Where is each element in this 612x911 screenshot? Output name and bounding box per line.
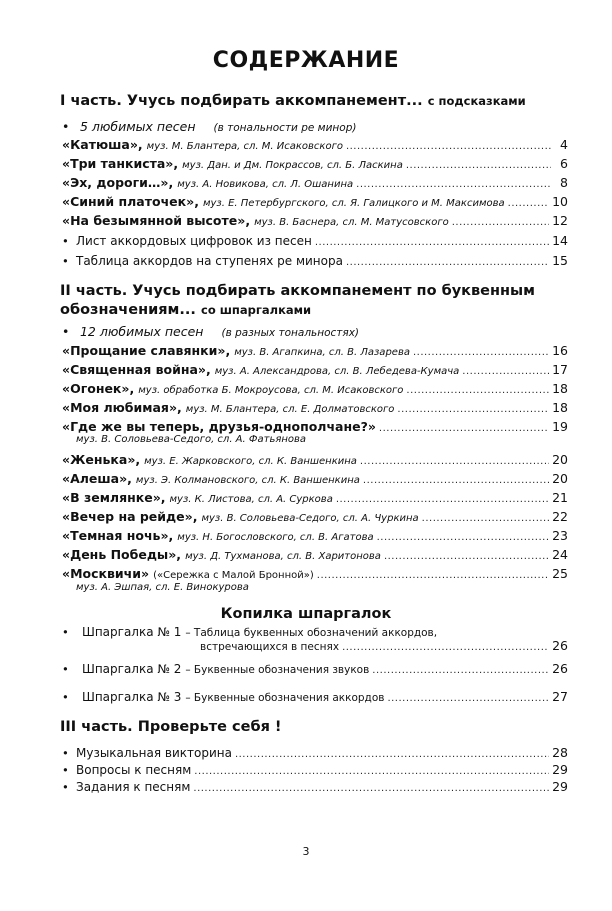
part1-group-note: (в тональности ре минор)	[213, 122, 357, 134]
toc-entry[interactable]	[62, 362, 568, 377]
page-ref: 8	[560, 175, 568, 190]
song-credits: муз. Д. Тухманова, сл. В. Харитонова	[185, 551, 381, 562]
page-ref: 22	[552, 509, 568, 524]
page-ref: 28	[552, 745, 568, 760]
toc-entry[interactable]	[62, 452, 568, 467]
song-credits: муз. Э. Колмановского, сл. К. Ваншенкина	[135, 475, 360, 486]
crib-entry-cont[interactable]	[200, 638, 568, 653]
crib-entry[interactable]	[62, 625, 568, 639]
toc-entry[interactable]	[62, 566, 568, 581]
toc-entry[interactable]	[62, 233, 568, 248]
page-ref: 10	[552, 194, 568, 209]
song-credits: муз. обработка Б. Мокроусова, сл. М. Исаковского	[138, 385, 404, 396]
song-credits: муз. Е. Петербургского, сл. Я. Галицкого и М. Максимова	[202, 198, 505, 209]
dot-leader	[413, 347, 549, 358]
page-ref: 29	[552, 779, 568, 794]
dot-leader	[363, 475, 549, 486]
page-ref: 6	[560, 156, 568, 171]
dot-leader	[397, 404, 549, 415]
page-ref: 25	[552, 566, 568, 581]
dot-leader	[315, 237, 549, 248]
toc-entry[interactable]	[62, 213, 568, 228]
page-ref: 23	[552, 528, 568, 543]
bullet-icon: •	[62, 234, 69, 248]
part1-heading-text: I часть. Учусь подбирать аккомпанемент...	[60, 93, 423, 109]
crib-desc: встречающихся в песнях	[200, 641, 340, 653]
song-title: «Где же вы теперь, друзья-однополчане?»	[62, 419, 376, 434]
song-title: «Москвичи»	[62, 566, 150, 581]
part1-group	[62, 119, 356, 134]
song-credits: муз. Е. Жарковского, сл. К. Ваншенкина	[144, 456, 357, 467]
part2-heading-sub: со шпаргалками	[201, 303, 312, 317]
dot-leader	[387, 693, 549, 704]
crib-entry[interactable]	[62, 689, 568, 704]
crib-desc: – Буквенные обозначения звуков	[185, 664, 370, 676]
dot-leader	[377, 532, 550, 543]
page-ref: 20	[552, 452, 568, 467]
toc-entry[interactable]	[62, 400, 568, 415]
bullet-icon: •	[62, 119, 70, 134]
toc-entry[interactable]	[62, 762, 568, 777]
crib-desc: – Таблица буквенных обозначений аккордов,	[185, 627, 438, 639]
dot-leader	[336, 494, 549, 505]
song-title: «Эх, дороги…»,	[62, 175, 174, 190]
dot-leader	[508, 198, 549, 209]
cribs-heading: Копилка шпаргалок	[220, 606, 392, 622]
bullet-icon: •	[62, 625, 69, 639]
song-title: «На безымянной высоте»,	[62, 213, 251, 228]
bullet-icon: •	[62, 746, 69, 760]
page-title: СОДЕРЖАНИЕ	[212, 48, 400, 73]
song-credits: муз. В. Соловьева-Седого, сл. А. Фатьянова	[76, 434, 307, 445]
dot-leader	[422, 513, 549, 524]
page-number: 3	[302, 845, 310, 858]
dot-leader	[372, 665, 549, 676]
dot-leader	[406, 385, 549, 396]
part2-group-note: (в разных тональностях)	[221, 327, 360, 339]
toc-entry[interactable]	[62, 175, 568, 190]
page-ref: 16	[552, 343, 568, 358]
toc-entry[interactable]	[62, 137, 568, 152]
toc-entry[interactable]	[62, 471, 568, 486]
entry-text: Вопросы к песням	[76, 763, 192, 777]
page-ref: 24	[552, 547, 568, 562]
part2-group	[62, 324, 359, 339]
toc-entry[interactable]	[62, 509, 568, 524]
toc-entry[interactable]	[62, 253, 568, 268]
entry-text: Таблица аккордов на ступенях ре минора	[76, 254, 343, 268]
song-credits: муз. В. Соловьева-Седого, сл. А. Чуркина	[201, 513, 419, 524]
page-ref: 21	[552, 490, 568, 505]
bullet-icon: •	[62, 662, 69, 676]
entry-text: Лист аккордовых цифровок из песен	[76, 234, 312, 248]
entry-text: Музыкальная викторина	[76, 746, 232, 760]
song-title: «Катюша»,	[62, 137, 143, 152]
crib-label: Шпаргалка № 1	[82, 625, 182, 639]
crib-entry[interactable]	[62, 661, 568, 676]
crib-label: Шпаргалка № 3	[82, 690, 182, 704]
page-ref: 12	[552, 213, 568, 228]
song-title: «Прощание славянки»,	[62, 343, 231, 358]
toc-entry[interactable]	[62, 745, 568, 760]
song-credits: муз. Дан. и Дм. Покрассов, сл. Б. Ласкина	[182, 160, 403, 171]
part1-heading	[60, 92, 570, 111]
bullet-icon: •	[62, 690, 69, 704]
bullet-icon: •	[62, 763, 69, 777]
dot-leader	[384, 551, 549, 562]
song-credits: муз. В. Баснера, сл. М. Матусовского	[254, 217, 449, 228]
toc-entry[interactable]	[62, 490, 568, 505]
song-title: «В землянке»,	[62, 490, 166, 505]
page-ref: 15	[552, 253, 568, 268]
part2-heading	[60, 282, 570, 320]
page-ref: 27	[552, 689, 568, 704]
dot-leader	[346, 141, 551, 152]
page-ref: 14	[552, 233, 568, 248]
page-ref: 20	[552, 471, 568, 486]
dot-leader	[452, 217, 549, 228]
toc-entry[interactable]	[62, 343, 568, 358]
part1-group-label: 5 любимых песен	[79, 119, 196, 134]
part3-heading: III часть. Проверьте себя !	[60, 719, 282, 735]
dot-leader	[193, 783, 549, 794]
song-title: «Женька»,	[62, 452, 141, 467]
toc-entry[interactable]	[62, 381, 568, 396]
toc-entry[interactable]	[62, 194, 568, 209]
page-ref: 4	[560, 137, 568, 152]
song-title: «Синий платочек»,	[62, 194, 199, 209]
song-credits: муз. М. Блантера, сл. М. Исаковского	[146, 141, 343, 152]
dot-leader	[194, 766, 549, 777]
song-credits: муз. В. Агапкина, сл. В. Лазарева	[234, 347, 410, 358]
song-credits: муз. Н. Богословского, сл. В. Агатова	[177, 532, 374, 543]
song-credits: муз. А. Александрова, сл. В. Лебедева-Кумача	[214, 366, 460, 377]
entry-text: Задания к песням	[76, 780, 191, 794]
page-ref: 26	[552, 661, 568, 676]
song-title: «Священная война»,	[62, 362, 211, 377]
part1-heading-sub: с подсказками	[427, 94, 526, 108]
dot-leader	[462, 366, 549, 377]
song-title: «Вечер на рейде»,	[62, 509, 198, 524]
song-credits: муз. А. Эшпая, сл. Е. Винокурова	[76, 582, 249, 593]
song-credits: муз. А. Новикова, сл. Л. Ошанина	[177, 179, 354, 190]
bullet-icon: •	[62, 254, 69, 268]
toc-entry[interactable]	[62, 547, 568, 562]
toc-entry[interactable]	[62, 156, 568, 171]
toc-entry[interactable]	[62, 779, 568, 794]
bullet-icon: •	[62, 324, 70, 339]
song-title: «Алеша»,	[62, 471, 132, 486]
song-credits: муз. М. Блантера, сл. Е. Долматовского	[185, 404, 395, 415]
dot-leader	[317, 570, 549, 581]
bullet-icon: •	[62, 780, 69, 794]
song-title: «Темная ночь»,	[62, 528, 174, 543]
dot-leader	[379, 423, 549, 434]
page-ref: 19	[552, 419, 568, 434]
dot-leader	[235, 749, 549, 760]
page-ref: 17	[552, 362, 568, 377]
song-title: «Огонек»,	[62, 381, 135, 396]
part2-group-label: 12 любимых песен	[79, 324, 204, 339]
dot-leader	[406, 160, 551, 171]
crib-label: Шпаргалка № 2	[82, 662, 182, 676]
song-title: «Моя любимая»,	[62, 400, 182, 415]
page-ref: 26	[552, 638, 568, 653]
dot-leader	[346, 257, 549, 268]
part2-heading-line2: обозначениям...	[60, 302, 196, 318]
song-title: «Три танкиста»,	[62, 156, 179, 171]
toc-entry[interactable]	[62, 419, 568, 434]
song-title: «День Победы»,	[62, 547, 182, 562]
dot-leader	[360, 456, 549, 467]
dot-leader	[342, 642, 549, 653]
dot-leader	[356, 179, 551, 190]
part2-heading-line1: II часть. Учусь подбирать аккомпанемент по буквенным	[60, 283, 536, 299]
song-subtitle: («Сережка с Малой Бронной»)	[153, 570, 314, 581]
page-ref: 29	[552, 762, 568, 777]
toc-entry[interactable]	[62, 528, 568, 543]
page-ref: 18	[552, 400, 568, 415]
song-credits: муз. К. Листова, сл. А. Суркова	[169, 494, 333, 505]
crib-desc: – Буквенные обозначения аккордов	[185, 692, 385, 704]
page-ref: 18	[552, 381, 568, 396]
